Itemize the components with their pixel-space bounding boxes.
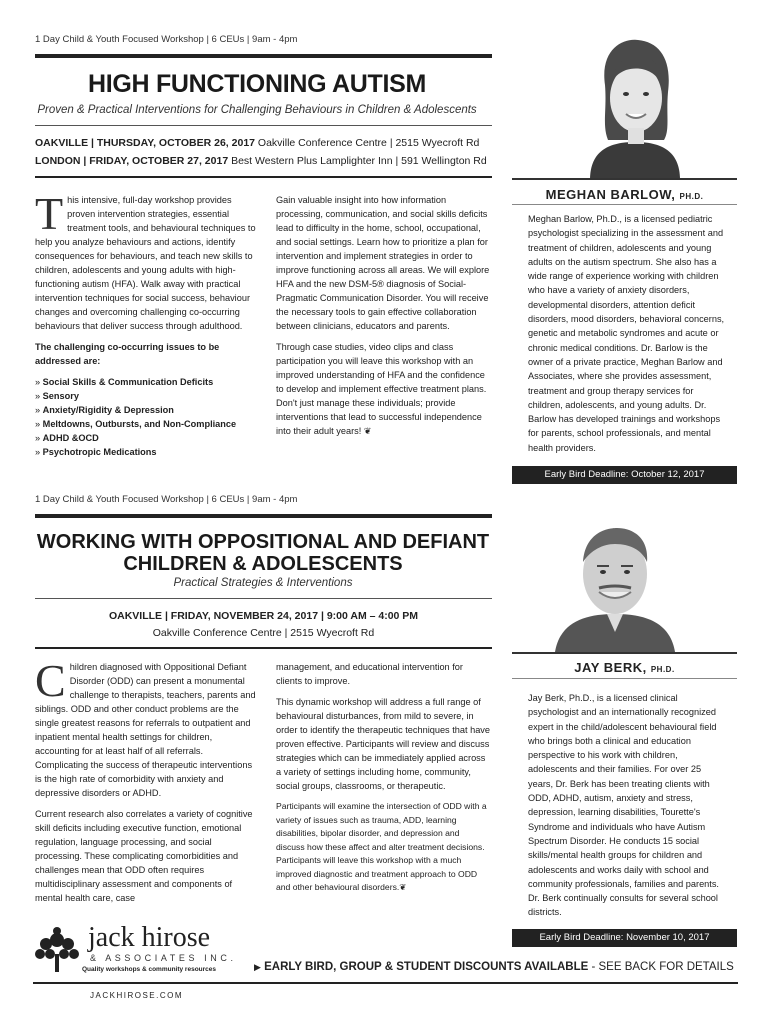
workshop1-top-rule — [35, 54, 492, 58]
list-item: » Sensory — [35, 389, 260, 403]
presenter2-name — [512, 660, 737, 675]
portrait-image — [560, 30, 710, 180]
workshop2-divider — [35, 598, 492, 599]
presenter2-bio: Jay Berk, Ph.D., is a licensed clinical psychologist and an internationally recognized expert in the child/adolescent behavioural field who brings both a clinical and education perspective to his work with children, adolescents and their families. For over 25 years, Dr. Berk has been treating clients with ODD, ADHD, autism, anxiety and stress, depression, learning disabilities, Tourette's Syndrome and individuals who have Autism Spectrum Disorder. He conducts 15 social skills/mental health groups for children and adolescents and works daily with school and community professionals, families and parents. Dr. Berk continually consults for several school districts. — [528, 693, 719, 918]
workshop1-column-1 — [35, 188, 260, 459]
drop-cap: T — [35, 188, 64, 239]
body-paragraph: management, and educational intervention for clients to improve. — [276, 662, 463, 686]
workshop2-subtitle: Practical Strategies & Interventions — [173, 577, 353, 589]
drop-cap: C — [35, 655, 66, 706]
workshop1-location-london — [35, 155, 487, 167]
issues-list — [35, 375, 260, 459]
location-date: OAKVILLE | THURSDAY, OCTOBER 26, 2017 — [35, 137, 255, 149]
workshop1-column-2 — [276, 193, 490, 445]
workshop2-early-bird-deadline: Early Bird Deadline: November 10, 2017 — [512, 929, 737, 947]
workshop2-info-line: 1 Day Child & Youth Focused Workshop | 6 CEUs | 9am - 4pm — [35, 494, 298, 505]
workshop2-location-date: OAKVILLE | FRIDAY, NOVEMBER 24, 2017 | 9:00 AM – 4:00 PM — [108, 610, 419, 622]
location-venue: Oakville Conference Centre | 2515 Wyecroft Rd — [255, 137, 480, 149]
presenter1-bio: Meghan Barlow, Ph.D., is a licensed pediatric psychologist specializing in the assessment and treatment of children, adolescents and young adults on the autism spectrum. She also has a wide range of experience working with children who have a variety of anxiety disorders, developmental disorders, attention deficit disorders, mood disorders, behavioral concerns, genetic and metabolic syndromes and acute or chronic medical conditions. Dr. Barlow is the owner of a private practice, Meghan Barlow and Associates, where she provides assessment, treatment and group therapy services for children, adolescents, and young adults. Dr. Barlow has developed trainings and workshops for parents, school professionals, and mental health providers. — [528, 214, 725, 453]
body-paragraph: This dynamic workshop will address a full range of behavioural disturbances, from mild to severe, in order to identify the therapeutic techniques that have proven effective. Participants will review and discuss strategies which can be immediately applied across a variety of settings including home, community, social groups, classrooms, or therapeutic. — [276, 697, 491, 791]
tree-logo-icon — [32, 926, 82, 974]
workshop1-subtitle: Proven & Practical Interventions for Challenging Behaviours in Children & Adolescents — [37, 104, 477, 116]
body-paragraph: Gain valuable insight into how information processing, communication, and social skills deficits lead to difficulty in the home, school, occupational, and social settings. Learn how to prioritize a plan for intervention and implement strategies in order to improve functioning across all areas. We will explore HFA and the new DSM-5® diagnosis of Social-Pragmatic Communication Disorder. You will receive the necessary tools to gain effective collaboration between clinicians, educators and parents. — [276, 195, 490, 331]
workshop1-divider — [35, 125, 492, 126]
workshop2-top-rule — [35, 514, 492, 518]
portrait-image — [515, 512, 715, 652]
issues-heading: The challenging co-occurring issues to be addressed are: — [35, 342, 220, 366]
presenter2-photo-rule — [512, 652, 737, 654]
discount-banner — [254, 961, 734, 973]
presenter2-name-rule — [512, 678, 737, 679]
workshop2-location-venue: Oakville Conference Centre | 2515 Wyecroft Rd — [152, 627, 375, 639]
presenter1-name-rule — [512, 204, 737, 205]
presenter1-photo-rule — [512, 178, 737, 180]
workshop2-title — [28, 531, 498, 575]
logo-tagline: Quality workshops & community resources — [82, 966, 217, 973]
arrow-icon: ▶ — [254, 962, 261, 972]
body-paragraph: Through case studies, video clips and class participation you will leave this workshop with an improved understanding of HFA and the confidence to develop and implement effective treatment plans. Don't just manage these individuals; provide interventions that lead to successful independence into their adult years! ❦ — [276, 342, 487, 436]
intro-paragraph: hildren diagnosed with Oppositional Defiant Disorder (ODD) can present a monumental challenge to therapists, teachers, parents and siblings. ODD and other conduct problems are the single greatest reasons for referrals to outpatient and inpatient mental health settings for children, accounting for at least half of all referrals. Complicating the success of therapeutic interventions is the high rate of comorbidity with anxiety and depressive disorders or ADHD. — [35, 662, 256, 798]
workshop2-location-rule — [35, 647, 492, 649]
presenter-photo-jay-berk — [515, 512, 715, 652]
logo-subtitle: & ASSOCIATES INC. — [90, 953, 237, 963]
intro-paragraph: his intensive, full-day workshop provides proven intervention strategies, essential treatment tools, and behavioural techniques to help you analyze behaviours and actions, identify consequences for behaviours, and teach new skills to children, adolescents and young adults with high-functioning autism (HFA). Walk away with practical intervention techniques for social success, behaviour changes and overcoming challenging co-occurring behaviours that deliver success through adulthood. — [35, 195, 256, 331]
credential-text: PH.D. — [679, 192, 704, 201]
title-line: CHILDREN & ADOLESCENTS — [123, 553, 403, 575]
presenter-photo-meghan-barlow — [560, 30, 710, 180]
credential-text: PH.D. — [650, 665, 675, 674]
list-item: » Social Skills & Communication Deficits — [35, 375, 260, 389]
list-item: » Anxiety/Rigidity & Depression — [35, 403, 260, 417]
workshop1-location-oakville — [35, 137, 479, 149]
workshop1-info-line: 1 Day Child & Youth Focused Workshop | 6 CEUs | 9am - 4pm — [35, 34, 298, 45]
workshop1-location-rule — [35, 176, 492, 178]
location-venue: Best Western Plus Lamplighter Inn | 591 Wellington Rd — [228, 155, 487, 167]
list-item: » Meltdowns, Outbursts, and Non-Compliance — [35, 417, 260, 431]
workshop2-column-2 — [276, 660, 490, 902]
discount-bold: EARLY BIRD, GROUP & STUDENT DISCOUNTS AVAILABLE — [264, 961, 589, 973]
footer-rule — [33, 982, 738, 984]
body-paragraph: Current research also correlates a variety of cognitive skill deficits including executive function, emotional regulation, language processing, and social processing. These complicating comorbidities and challenges mean that ODD often requires multidisciplinary assessment and components of mental health care, case — [35, 809, 253, 903]
name-text: JAY BERK, — [574, 660, 647, 675]
workshop1-title: HIGH FUNCTIONING AUTISM — [88, 70, 426, 98]
name-text: MEGHAN BARLOW, — [545, 187, 676, 202]
title-line: WORKING WITH OPPOSITIONAL AND DEFIANT — [36, 531, 490, 553]
list-item: » Psychotropic Medications — [35, 445, 260, 459]
logo-wordmark: jack hirose — [88, 922, 211, 953]
workshop1-early-bird-deadline: Early Bird Deadline: October 12, 2017 — [512, 466, 737, 484]
list-item: » ADHD &OCD — [35, 431, 260, 445]
discount-rest: - SEE BACK FOR DETAILS — [588, 961, 734, 973]
workshop2-column-1 — [35, 655, 257, 912]
website-link[interactable]: JACKHIROSE.COM — [90, 991, 184, 1000]
presenter1-name — [512, 187, 737, 202]
body-paragraph: Participants will examine the intersection of ODD with a variety of issues such as trauma, ADD, learning disabilities, bipolar disorder, and depression and discuss how these affect and alter treatment decisions. Participants will leave this workshop with a much improved diagnostic and treatment approach to ODD and other behavioural disorders.❦ — [276, 801, 487, 892]
location-date: LONDON | FRIDAY, OCTOBER 27, 2017 — [35, 155, 229, 167]
